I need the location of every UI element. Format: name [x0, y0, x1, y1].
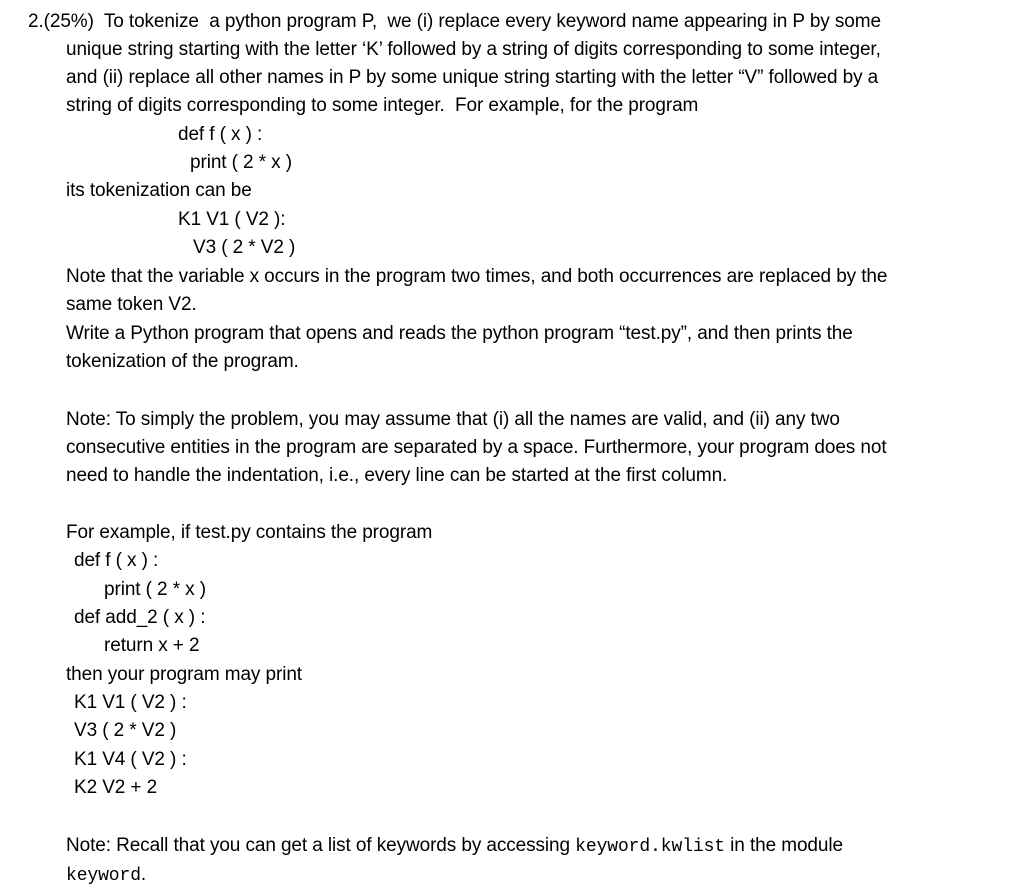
- intro-line: and (ii) replace all other names in P by some unique string starting with the letter “V” followed by a: [66, 67, 879, 88]
- problem-heading-line: 2.(25%) To tokenize a python program P, we (i) replace every keyword name appearing in P by some: [28, 11, 881, 32]
- example2-code-line: return x + 2: [104, 635, 200, 656]
- example2-output-line: K2 V2 + 2: [74, 777, 158, 798]
- note-variable-line: Note that the variable x occurs in the program two times, and both occurrences are replaced by the: [66, 266, 888, 287]
- assumptions-note-line: Note: To simply the problem, you may assume that (i) all the names are valid, and (ii) any two: [66, 409, 840, 430]
- example-token-line: V3 ( 2 * V2 ): [193, 237, 296, 258]
- task-line: Write a Python program that opens and reads the python program “test.py”, and then prints the: [66, 323, 853, 344]
- final-note-suffix: .: [140, 864, 147, 885]
- example2-code-line: print ( 2 * x ): [104, 579, 206, 600]
- example-code-line: def f ( x ) :: [178, 124, 263, 145]
- final-note-middle: in the module: [725, 835, 843, 856]
- example2-code-line: def add_2 ( x ) :: [74, 607, 206, 628]
- example2-output-line: V3 ( 2 * V2 ): [74, 720, 177, 741]
- final-note-line: [66, 832, 843, 861]
- final-note-prefix: Note: Recall that you can get a list of keywords by accessing: [66, 835, 576, 856]
- example-code-line: print ( 2 * x ): [190, 152, 292, 173]
- example2-label: For example, if test.py contains the program: [66, 522, 433, 543]
- assumptions-note-line: need to handle the indentation, i.e., every line can be started at the first column.: [66, 465, 728, 486]
- note-variable-line: same token V2.: [66, 294, 197, 315]
- example-token-line: K1 V1 ( V2 ):: [178, 209, 286, 230]
- intro-line: unique string starting with the letter ‘K’ followed by a string of digits corresponding to some integer,: [66, 39, 881, 60]
- example2-output-line: K1 V4 ( V2 ) :: [74, 749, 187, 770]
- example2-output-line: K1 V1 ( V2 ) :: [74, 692, 187, 713]
- task-line: tokenization of the program.: [66, 351, 299, 372]
- example2-code-line: def f ( x ) :: [74, 550, 159, 571]
- assumptions-note-line: consecutive entities in the program are separated by a space. Furthermore, your program does not: [66, 437, 887, 458]
- intro-line: string of digits corresponding to some integer. For example, for the program: [66, 95, 699, 116]
- output-label: then your program may print: [66, 664, 302, 685]
- final-note-line: [66, 861, 146, 890]
- keyword-module-code: keyword: [66, 866, 141, 886]
- tokenization-label: its tokenization can be: [66, 180, 252, 201]
- kwlist-code: keyword.kwlist: [575, 837, 725, 857]
